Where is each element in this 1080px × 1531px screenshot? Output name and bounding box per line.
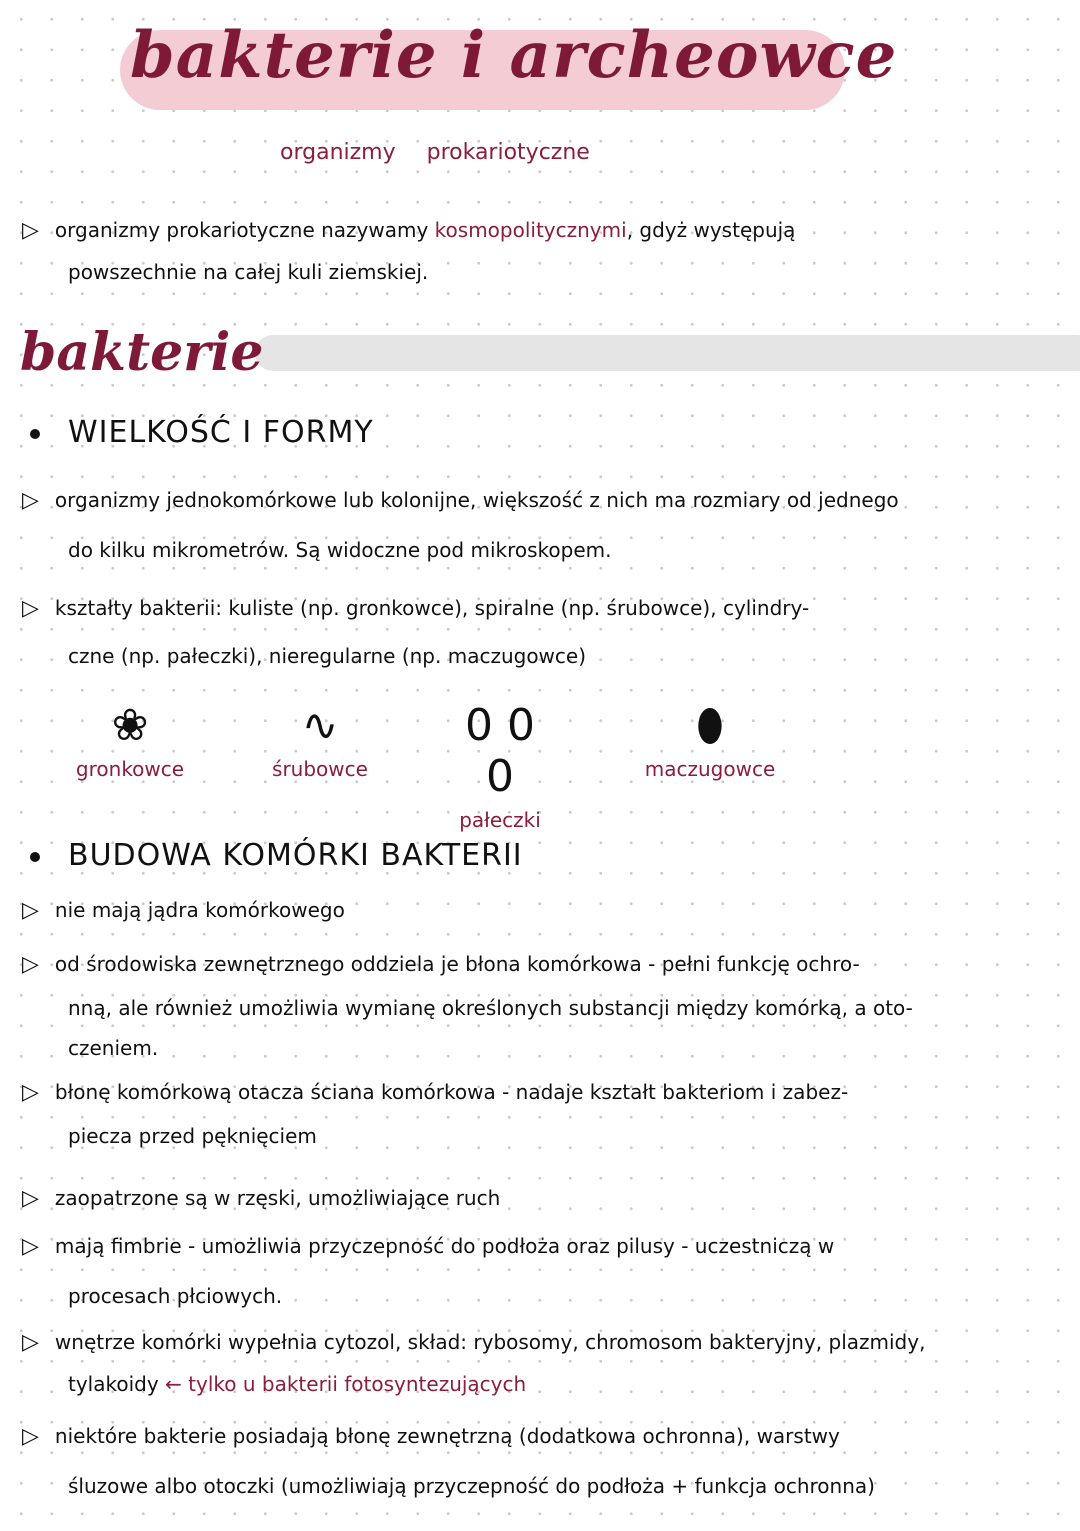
text: śluzowe albo otoczki (umożliwiają przyczepność do podłoża + funkcja ochronna) [68, 1474, 875, 1498]
section-title-text: BUDOWA KOMÓRKI BAKTERII [68, 838, 523, 873]
shape-label: gronkowce [75, 757, 185, 781]
bullet-icon [30, 429, 40, 439]
text: niektóre bakterie posiadają błonę zewnętrzną (dodatkowa ochronna), warstwy [54, 1424, 840, 1448]
triangle-bullet-icon: ▷ [22, 898, 39, 923]
text-line [68, 538, 612, 562]
text-line [68, 1124, 317, 1148]
text: kształty bakterii: kuliste (np. gronkowce), spiralne (np. śrubowce), cylindry- [54, 596, 810, 620]
text-line [22, 952, 860, 977]
heading-bar [255, 335, 1080, 371]
text: nną, ale również umożliwia wymianę określonych substancji między komórką, a oto- [68, 996, 913, 1020]
section-title-text: WIELKOŚĆ I FORMY [68, 415, 374, 450]
text: zaopatrzone są w rzęski, umożliwiające ruch [54, 1186, 501, 1210]
shape-label: maczugowce [644, 757, 776, 781]
shape-label: pałeczki [459, 808, 541, 832]
gronkowce-drawing-icon: ❀ [111, 700, 149, 751]
maczugowce-drawing-icon: ⬮ [696, 700, 724, 751]
highlighted-text: ← tylko u bakterii fotosyntezujących [165, 1372, 527, 1396]
page-subtitle: organizmy prokariotyczne [280, 140, 590, 165]
section-heading: bakterie [20, 322, 264, 383]
text-line [68, 1036, 158, 1060]
pałeczki-drawing-icon: 0 0 0 [465, 700, 535, 802]
text: piecza przed pęknięciem [68, 1124, 317, 1148]
text-line [22, 1080, 848, 1105]
triangle-bullet-icon: ▷ [22, 1186, 39, 1211]
triangle-bullet-icon: ▷ [22, 1234, 39, 1259]
section-title-structure [30, 838, 523, 873]
text-line [22, 488, 899, 513]
page-title: bakterie i archeowce [130, 18, 898, 93]
text: do kilku mikrometrów. Są widoczne pod mikroskopem. [68, 538, 612, 562]
text-line [68, 1372, 526, 1396]
bacteria-shape-1 [265, 700, 375, 781]
bacteria-shape-3 [640, 700, 780, 781]
triangle-bullet-icon: ▷ [22, 952, 39, 977]
text: nie mają jądra komórkowego [54, 898, 345, 922]
text-line [22, 218, 795, 243]
text-line [68, 260, 428, 284]
bacteria-shape-0 [60, 700, 200, 781]
text: czeniem. [68, 1036, 159, 1060]
text: organizmy jednokomórkowe lub kolonijne, większość z nich ma rozmiary od jednego [54, 488, 899, 512]
text-line [68, 996, 913, 1020]
text-line [68, 1474, 875, 1498]
bacteria-shape-2 [450, 700, 550, 832]
shape-label: śrubowce [272, 757, 368, 781]
triangle-bullet-icon: ▷ [22, 1080, 39, 1105]
text: organizmy prokariotyczne nazywamy [54, 218, 435, 242]
text: mają fimbrie - umożliwia przyczepność do podłoża oraz pilusy - uczestniczą w [54, 1234, 835, 1258]
text: czne (np. pałeczki), nieregularne (np. maczugowce) [68, 644, 587, 668]
text: , gdyż występują [626, 218, 796, 242]
text: błonę komórkową otacza ściana komórkowa - nadaje kształt bakteriom i zabez- [54, 1080, 849, 1104]
text-line [22, 1424, 840, 1449]
text-line [22, 1330, 925, 1355]
section-title-forms [30, 415, 374, 450]
śrubowce-drawing-icon: ∿ [301, 700, 339, 751]
triangle-bullet-icon: ▷ [22, 1330, 39, 1355]
text-line [68, 644, 586, 668]
triangle-bullet-icon: ▷ [22, 218, 39, 243]
text-line [22, 1234, 834, 1259]
text: wnętrze komórki wypełnia cytozol, skład: rybosomy, chromosom bakteryjny, plazmidy, [54, 1330, 926, 1354]
triangle-bullet-icon: ▷ [22, 596, 39, 621]
text-line [22, 1186, 500, 1211]
bullet-icon [30, 852, 40, 862]
text: od środowiska zewnętrznego oddziela je błona komórkowa - pełni funkcję ochro- [54, 952, 860, 976]
triangle-bullet-icon: ▷ [22, 1424, 39, 1449]
triangle-bullet-icon: ▷ [22, 488, 39, 513]
text-line [22, 596, 809, 621]
text-line [68, 1284, 282, 1308]
text: tylakoidy [68, 1372, 166, 1396]
text: powszechnie na całej kuli ziemskiej. [68, 260, 429, 284]
text-line [22, 898, 345, 923]
highlighted-text: kosmopolitycznymi [434, 218, 627, 242]
text: procesach płciowych. [68, 1284, 283, 1308]
